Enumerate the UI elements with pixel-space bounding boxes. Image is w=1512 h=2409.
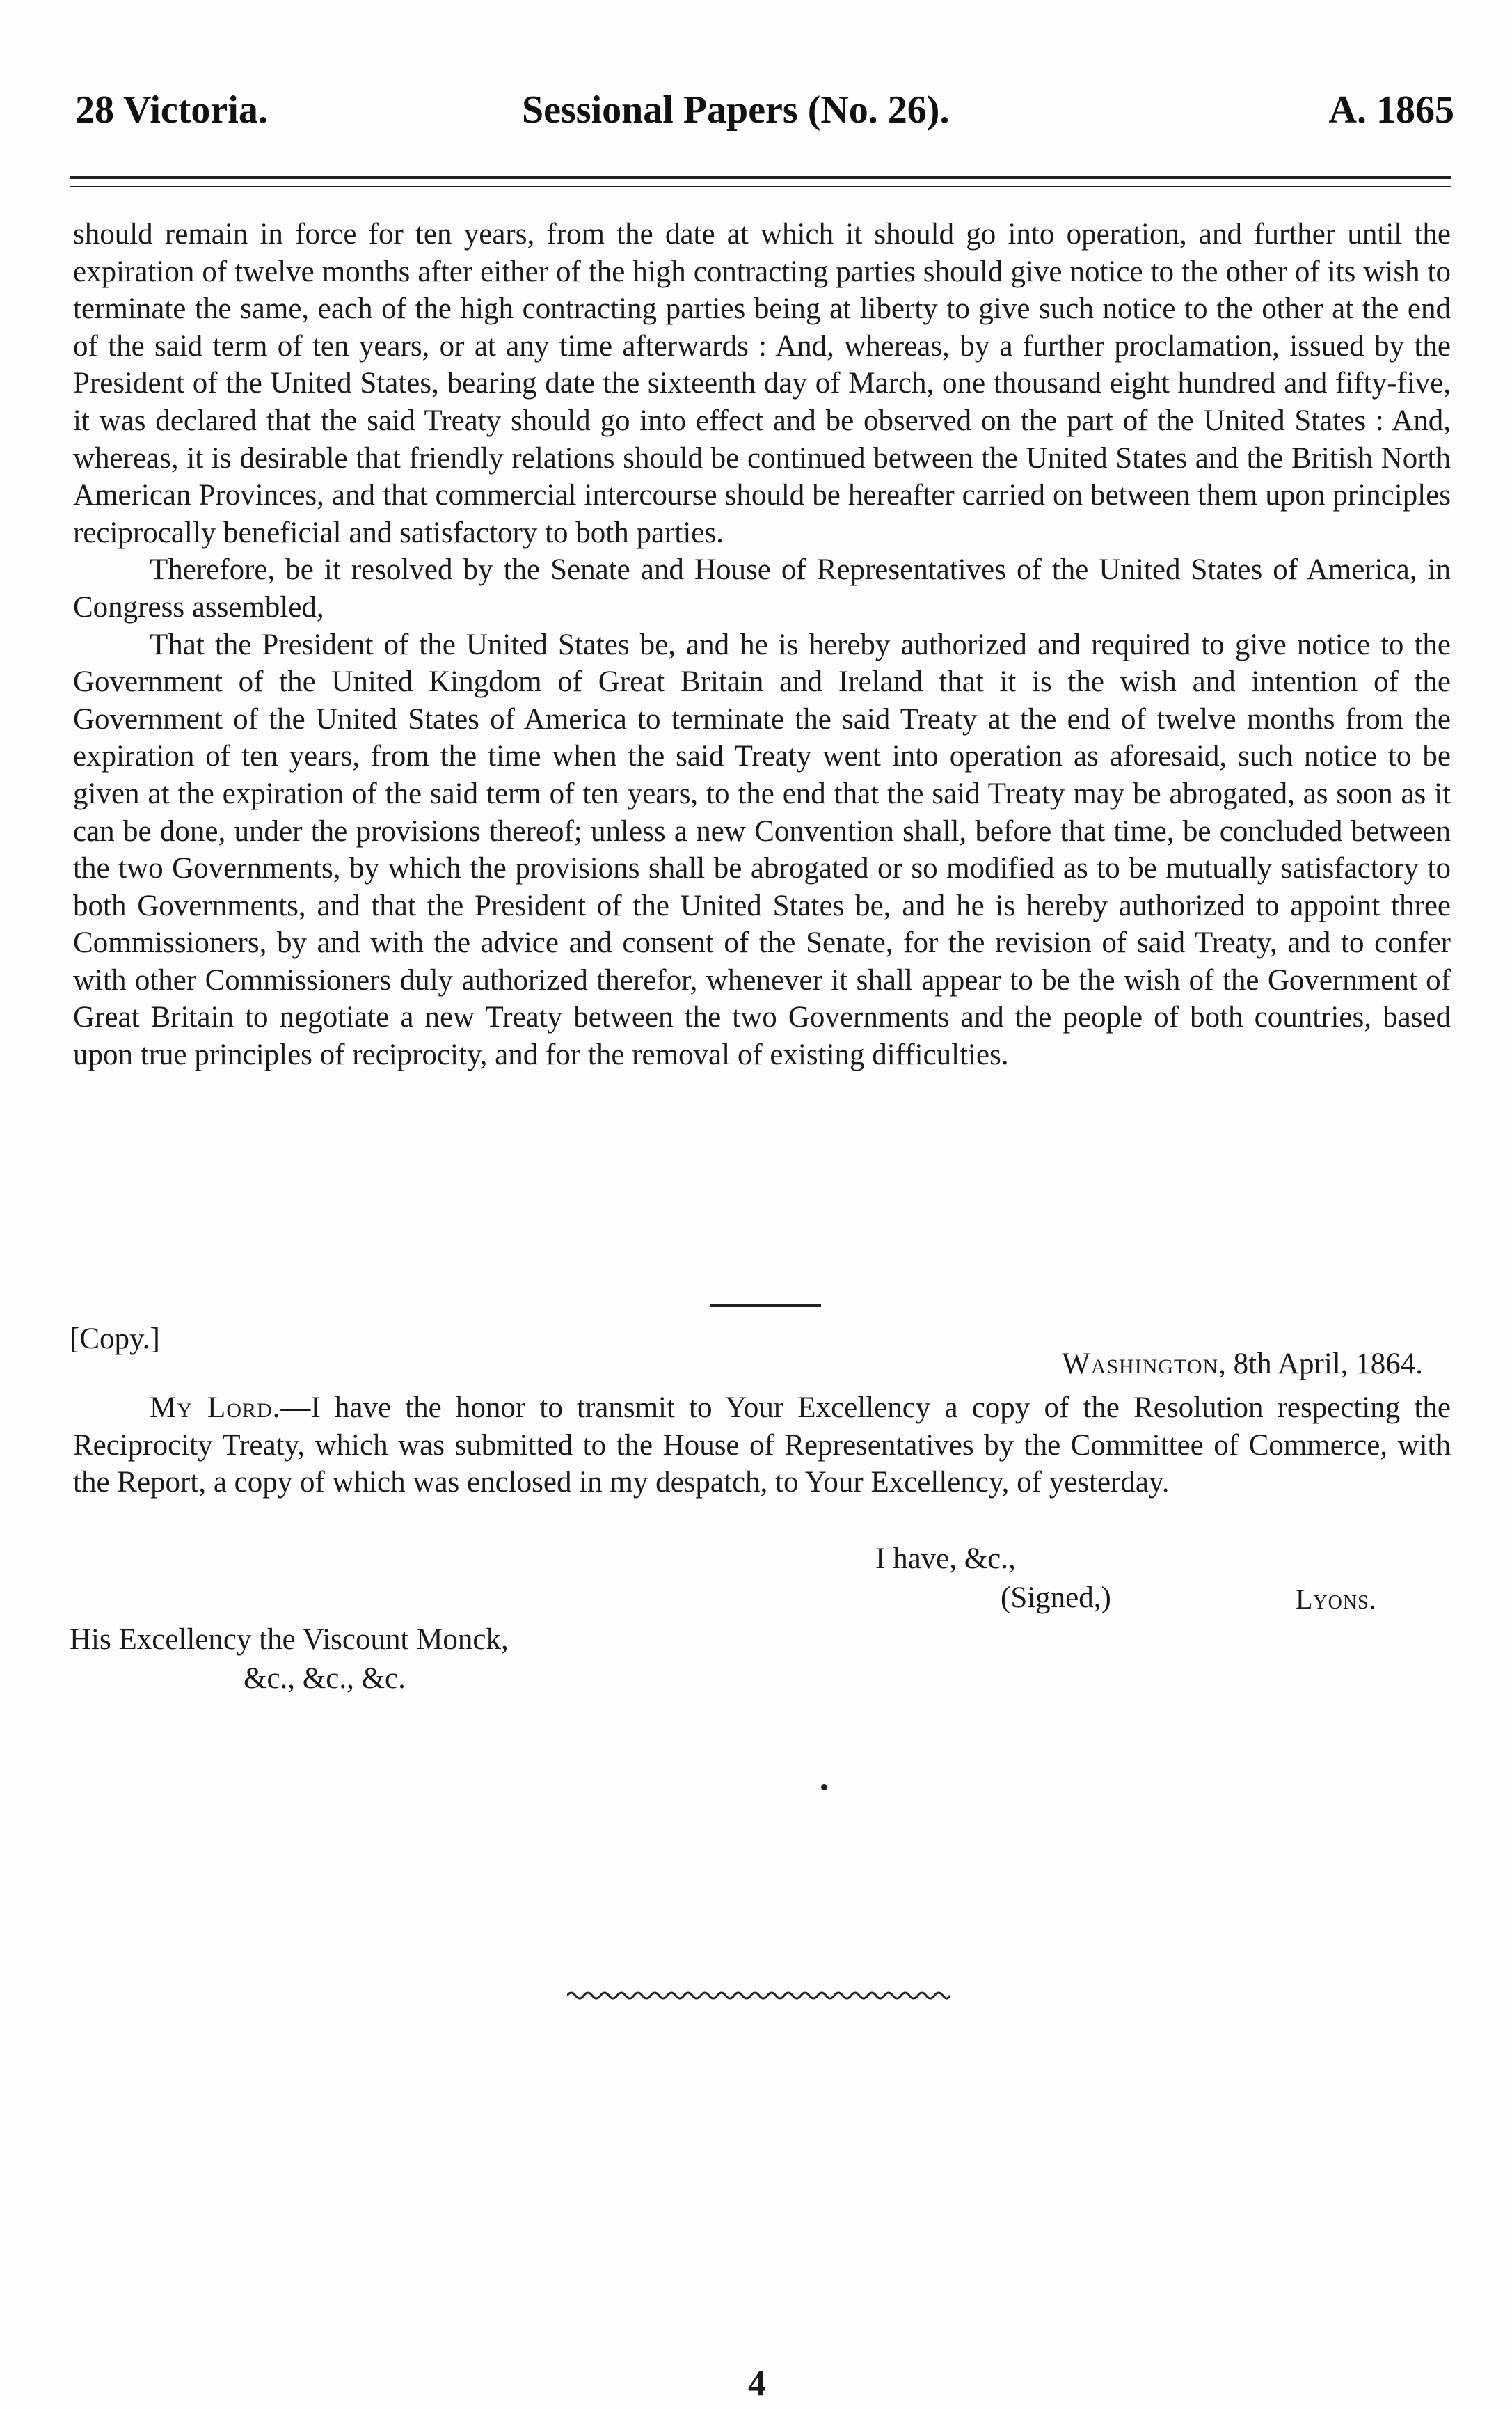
header-title: Sessional Papers (No. 26). — [522, 88, 950, 132]
letter-salutation: My Lord. — [150, 1391, 281, 1424]
addressee-line-2: &c., &c., &c. — [244, 1662, 406, 1695]
header-double-rule — [70, 176, 1451, 187]
signer-name: Lyons. — [1296, 1583, 1377, 1615]
body-paragraph-2: Therefore, be it resolved by the Senate and House of Representatives of the United States of America, in Congress assembled, — [73, 553, 1451, 624]
header-session: 28 Victoria. — [75, 88, 268, 132]
letter-text: —I have the honor to transmit to Your Excellency a copy of the Resolution respecting the Reciprocity Treaty, which was submitted to the House of Representatives by the Committee of Commerce, with the Report, a copy of which was enclosed in my despatch, to Your Excellency, of yesterday. — [73, 1391, 1451, 1499]
resolution-text — [73, 216, 1451, 1074]
section-divider — [710, 1304, 821, 1307]
letter-paragraph — [73, 1389, 1451, 1501]
copy-label: [Copy.] — [70, 1322, 160, 1355]
closing-line-2: (Signed,) — [1001, 1581, 1111, 1614]
dateline — [1062, 1345, 1423, 1384]
page-header — [70, 82, 1454, 138]
decorative-dot — [821, 1784, 827, 1790]
wavy-ornament-rule — [567, 1987, 950, 2004]
body-paragraph-1: should remain in force for ten years, from the date at which it should go into operation, and further until the expiration of twelve months after either of the high contracting parties should give notice to the other of its wish to terminate the same, each of the high contracting parties being at liberty to give such notice to the other at the end of the said term of ten years, or at any time afterwards : And, whereas, by a further proclamation, issued by the President of the United States, bearing date the sixteenth day of March, one thousand eight hundred and fifty-five, it was declared that the said Treaty should go into effect and be observed on the part of the United States : And, whereas, it is desirable that friendly relations should be continued between the United States and the British North American Provinces, and that commercial intercourse should be hereafter carried on between them upon principles reciprocally beneficial and satisfactory to both parties. — [73, 218, 1451, 549]
closing-line-1: I have, &c., — [875, 1542, 1016, 1575]
body-paragraph-3: That the President of the United States be, and he is hereby authorized and required to give notice to the Government of the United Kingdom of Great Britain and Ireland that it is the wish and intention of the Government of the United States of America to terminate the said Treaty at the end of twelve months from the expiration of ten years, from the time when the said Treaty went into operation as aforesaid, such notice to be given at the expiration of the said term of ten years, to the end that the said Treaty may be abrogated, as soon as it can be done, under the provisions thereof; unless a new Convention shall, before that time, be concluded between the two Governments, by which the provisions shall be abrogated or so modified as to be mutually satisfactory to both Governments, and that the President of the United States be, and he is hereby authorized to appoint three Commissioners, by and with the advice and consent of the Senate, for the revision of said Treaty, and to confer with other Commissioners duly authorized therefor, whenever it shall appear to be the wish of the Government of Great Britain to negotiate a new Treaty between the two Governments and the people of both countries, based upon true principles of reciprocity, and for the removal of existing difficulties. — [73, 628, 1451, 1072]
addressee-line-1: His Excellency the Viscount Monck, — [70, 1623, 509, 1656]
letter-body — [73, 1389, 1451, 1501]
page-number: 4 — [748, 2364, 766, 2403]
dateline-date: , 8th April, 1864. — [1218, 1348, 1423, 1380]
dateline-place: Washington — [1062, 1348, 1219, 1380]
header-year: A. 1865 — [1328, 88, 1454, 132]
